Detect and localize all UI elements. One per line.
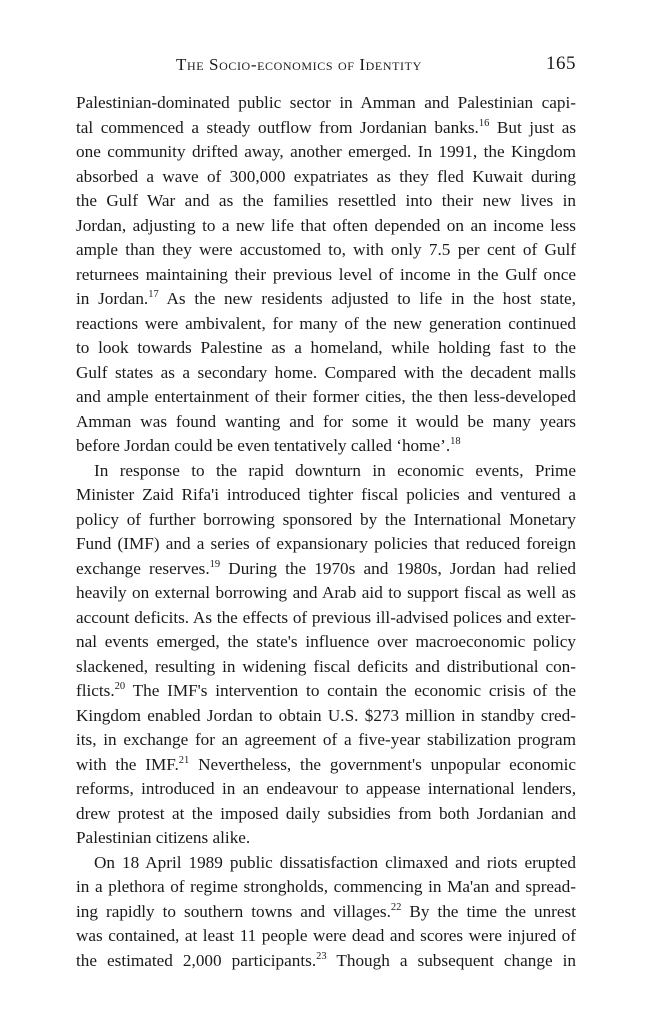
text-line [76, 165, 576, 190]
text-run: before Jordan could be even tentatively called ‘home’. [76, 436, 451, 455]
text-line [76, 287, 576, 312]
text-line [76, 728, 576, 753]
text-line [76, 581, 576, 606]
text-run: Though a subsequent change in [326, 950, 577, 970]
text-line [76, 630, 576, 655]
text-line [76, 851, 576, 876]
text-line [76, 900, 576, 925]
text-line [76, 777, 576, 802]
footnote-ref: 21 [178, 754, 190, 766]
text-run: account deficits. As the effects of previous ill-advised polices and exter- [76, 607, 576, 627]
text-run: and ample entertainment of their former cities, the then less-developed [76, 387, 576, 406]
text-run: returnees maintaining their previous level of income in the Gulf once [76, 264, 576, 284]
text-line [76, 802, 576, 827]
running-title: The Socio-economics of Identity [176, 55, 422, 74]
text-run: policy of further borrowing sponsored by the International Monetary [76, 509, 576, 529]
text-line [76, 704, 576, 729]
text-run: As the new residents adjusted to life in the host state, [158, 289, 576, 308]
text-line [76, 238, 576, 263]
text-run: Minister Zaid Rifa'i introduced tighter fiscal policies and ventured a [76, 485, 576, 504]
text-run: in Jordan. [76, 289, 149, 308]
text-line [76, 949, 576, 974]
text-line [76, 875, 576, 900]
text-run: Fund (IMF) and a series of expansionary policies that reduced foreign [76, 534, 576, 553]
text-line [76, 116, 576, 141]
text-run: exchange reserves. [76, 558, 210, 578]
text-run: ing rapidly to southern towns and villages. [76, 901, 391, 921]
text-run: the Gulf War and as the families resettled into their new lives in [76, 191, 576, 210]
text-line [76, 557, 576, 582]
text-line [76, 655, 576, 680]
text-run: absorbed a wave of 300,000 expatriates as they fled Kuwait during [76, 166, 576, 186]
text-line [76, 263, 576, 288]
text-run: Palestinian-dominated public sector in Amman and Palestinian capi- [76, 93, 576, 112]
text-line [76, 336, 576, 361]
text-line [76, 410, 576, 435]
text-run: ample than they were accustomed to, with only 7.5 per cent of Gulf [76, 240, 576, 259]
text-run: flicts. [76, 681, 115, 700]
text-line [76, 361, 576, 386]
text-run: slackened, resulting in widening fiscal deficits and distributional con- [76, 656, 576, 676]
text-run: to look towards Palestine as a homeland, while holding fast to the [76, 338, 576, 357]
text-line [76, 826, 576, 851]
text-run: tal commenced a steady outflow from Jordanian banks. [76, 117, 479, 137]
footnote-ref: 22 [390, 901, 402, 913]
footnote-ref: 20 [114, 681, 126, 692]
footnote-ref: 19 [209, 558, 221, 570]
text-line [76, 532, 576, 557]
text-line [76, 459, 576, 484]
footnote-ref: 17 [148, 289, 159, 300]
text-run: Kingdom enabled Jordan to obtain U.S. $273 million in standby cred- [76, 705, 576, 725]
text-run: in a plethora of regime strongholds, commencing in Ma'an and spread- [76, 877, 576, 896]
text-run: In response to the rapid downturn in economic events, Prime [94, 460, 576, 480]
text-run: one community drifted away, another emerged. In 1991, the Kingdom [76, 142, 576, 161]
text-run: heavily on external borrowing and Arab aid to support fiscal as well as [76, 583, 576, 602]
text-run: Palestinian citizens alike. [76, 828, 251, 847]
text-line [76, 312, 576, 337]
text-line [76, 140, 576, 165]
text-line [76, 924, 576, 949]
text-line [76, 189, 576, 214]
text-run: Jordan, adjusting to a new life that often depended on an income less [76, 215, 576, 235]
text-line [76, 385, 576, 410]
text-run: was contained, at least 11 people were dead and scores were injured of [76, 926, 576, 945]
text-line [76, 91, 576, 116]
footnote-ref: 18 [450, 436, 461, 447]
running-head [76, 53, 576, 83]
text-run: Nevertheless, the government's unpopular economic [189, 754, 576, 774]
text-run: reactions were ambivalent, for many of the new generation continued [76, 313, 576, 333]
page-number: 165 [546, 53, 576, 74]
text-line [76, 753, 576, 778]
text-run: The IMF's intervention to contain the economic crisis of the [125, 681, 576, 700]
text-line [76, 679, 576, 704]
text-run: drew protest at the imposed daily subsidies from both Jordanian and [76, 803, 576, 823]
text-run: Amman was found wanting and for some it would be many years [76, 411, 576, 431]
text-run: reforms, introduced in an endeavour to appease international lenders, [76, 779, 576, 798]
text-run: Gulf states as a secondary home. Compared with the decadent malls [76, 362, 576, 382]
text-run: But just as [489, 117, 577, 137]
text-run: with the IMF. [76, 754, 179, 774]
text-run: nal events emerged, the state's influence over macroeconomic policy [76, 632, 576, 651]
footnote-ref: 16 [478, 117, 490, 129]
text-line [76, 483, 576, 508]
text-line [76, 434, 576, 459]
text-run: the estimated 2,000 participants. [76, 950, 317, 970]
text-line [76, 606, 576, 631]
text-run: its, in exchange for an agreement of a five-year stabilization program [76, 730, 576, 749]
text-run: By the time the unrest [401, 901, 577, 921]
text-run: During the 1970s and 1980s, Jordan had relied [220, 558, 576, 578]
text-line [76, 214, 576, 239]
body-text [76, 91, 576, 973]
footnote-ref: 23 [316, 950, 327, 962]
text-run: On 18 April 1989 public dissatisfaction climaxed and riots erupted [94, 852, 576, 872]
text-line [76, 508, 576, 533]
